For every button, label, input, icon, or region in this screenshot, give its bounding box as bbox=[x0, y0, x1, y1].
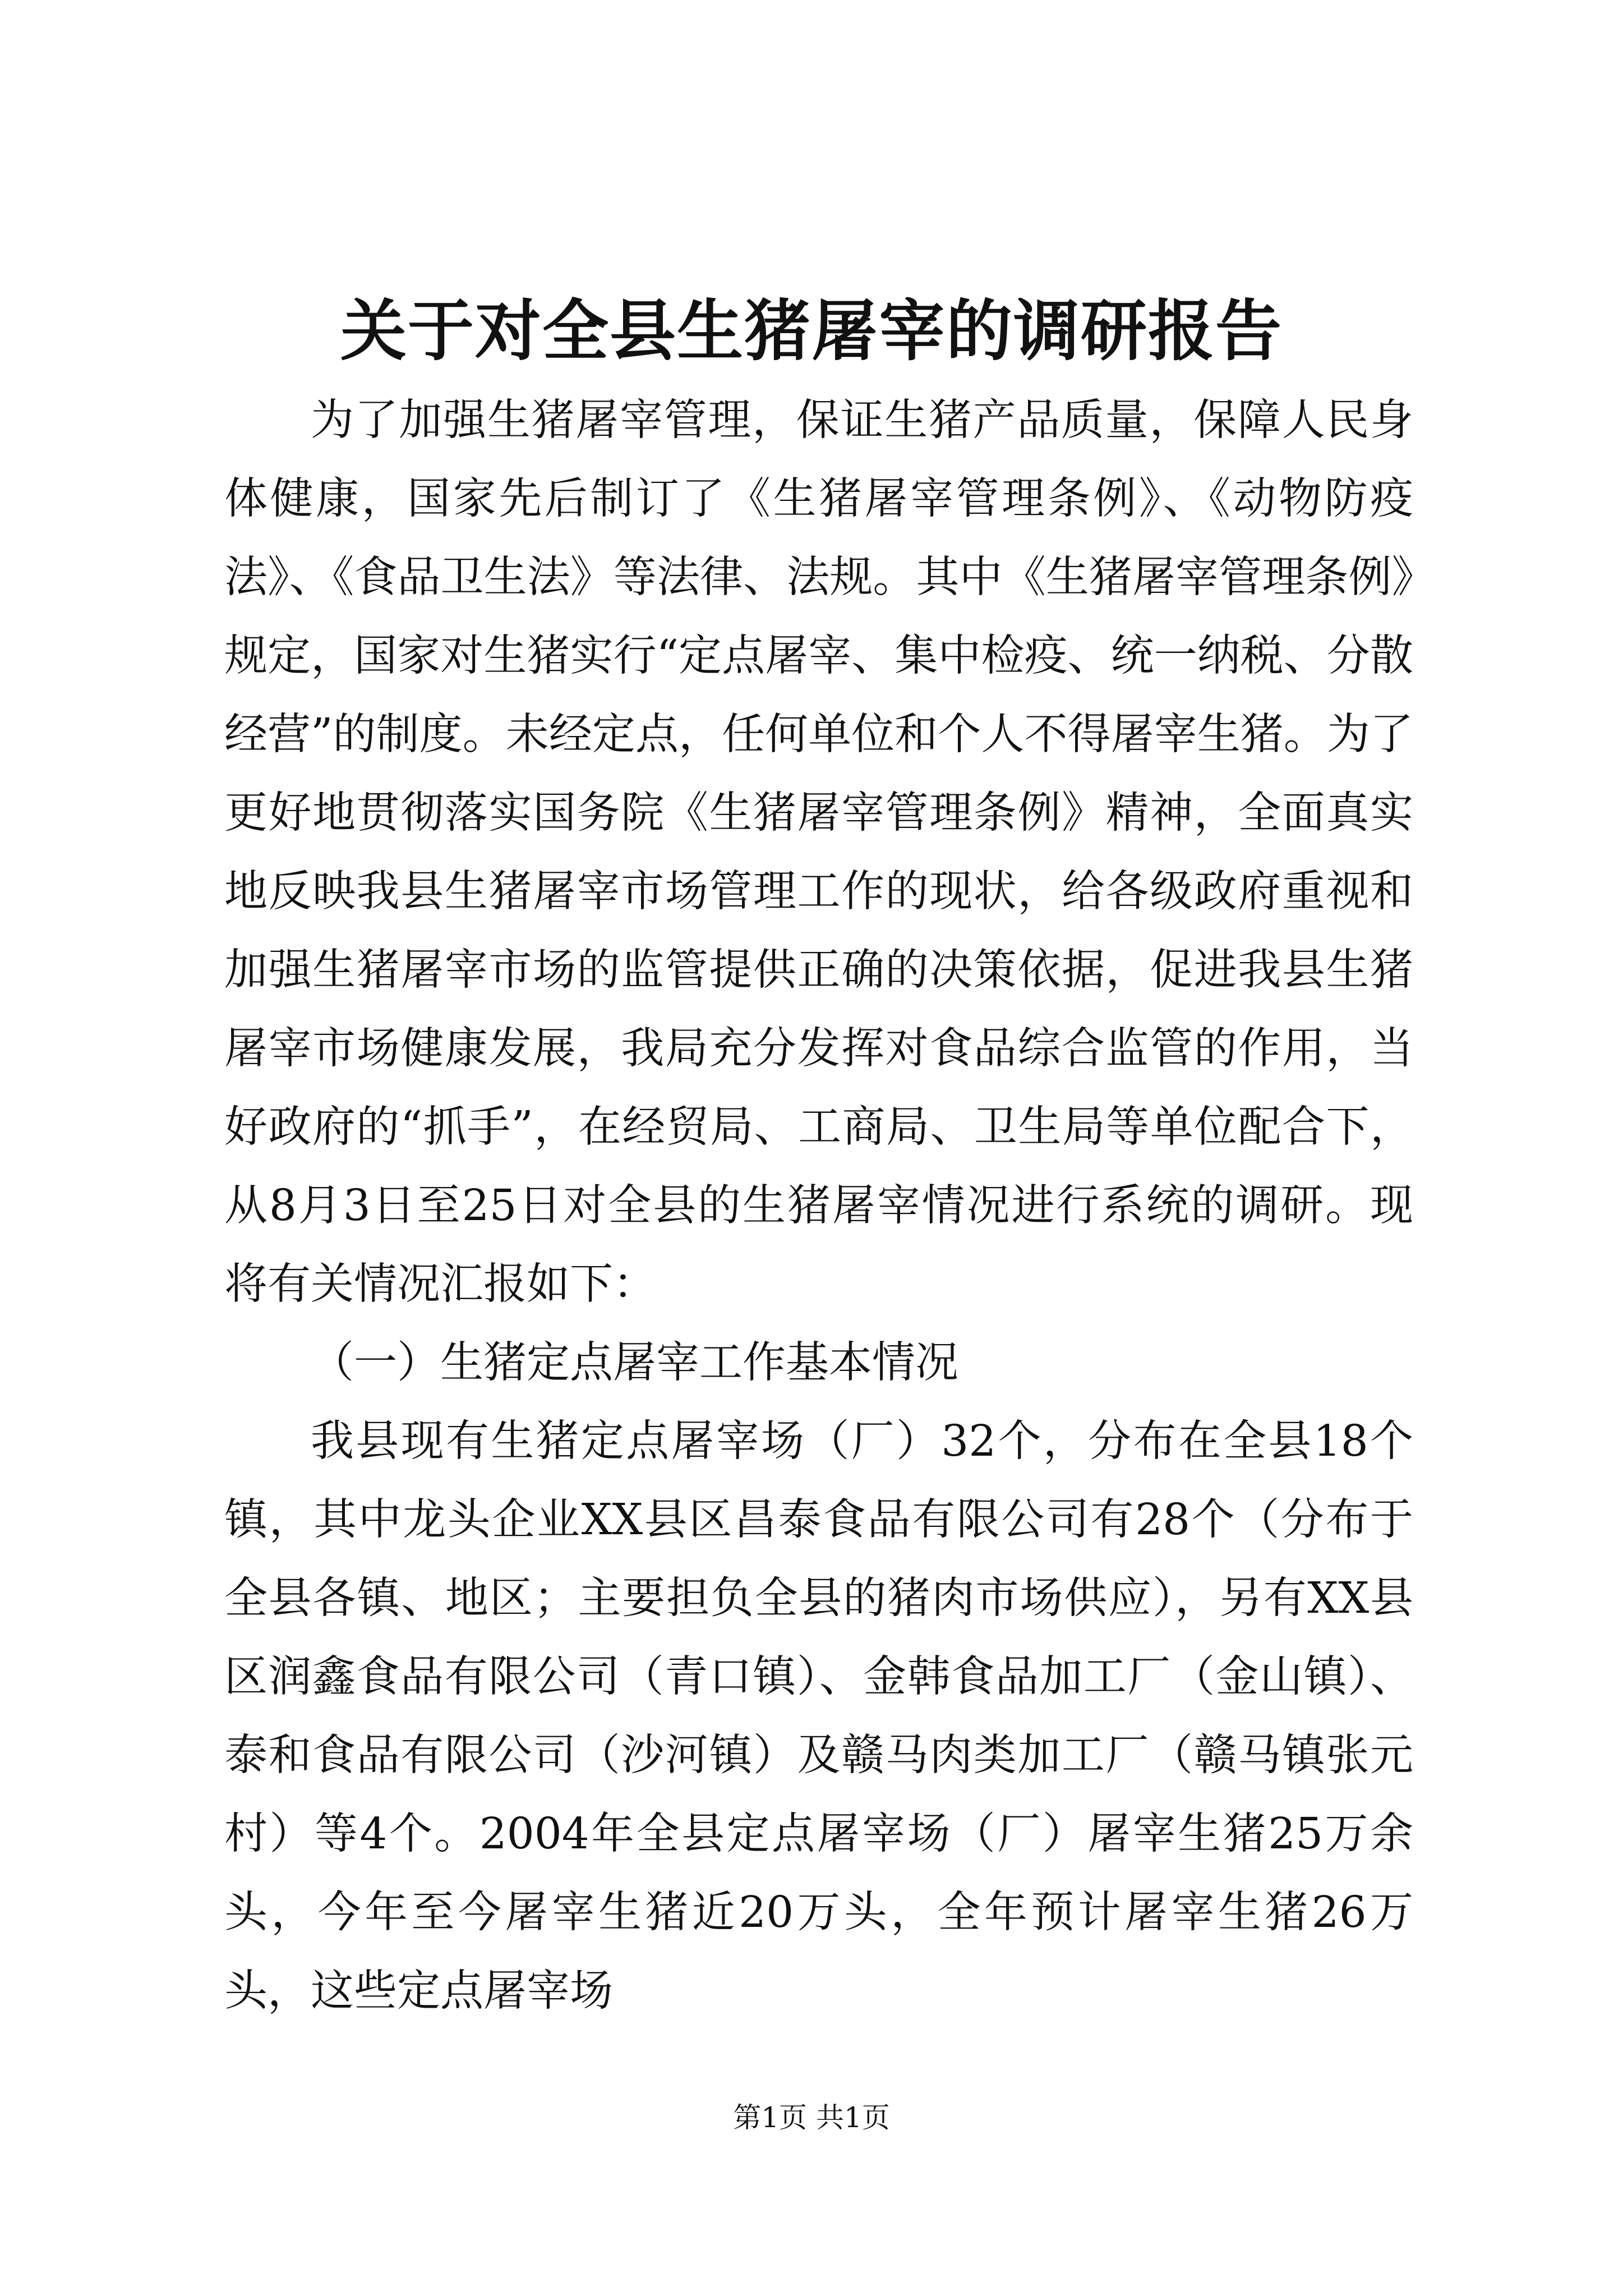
section-heading: （一）生猪定点屠宰工作基本情况 bbox=[311, 1338, 958, 1388]
document-title: 关于对全县生猪屠宰的调研报告 bbox=[340, 292, 1283, 370]
page-footer: 第1页 共1页 bbox=[733, 2101, 890, 2134]
section-paragraph: 我县现有生猪定点屠宰场（厂）32个，分布在全县18个镇，其中龙头企业XX县区昌泰食品有限公司有28个（分布于全县各镇、地区；主要担负全县的猪肉市场供应），另有XX县区润鑫食品有限公司（青口镇）、金韩食品加工厂（金山镇）、泰和食品有限公司（沙河镇）及赣马肉类加工厂（赣马镇张元村）等4个。2004年全县定点屠宰场（厂）屠宰生猪25万余头，今年至今屠宰生猪近20万头，全年预计屠宰生猪26万头，这些定点屠宰场 bbox=[224, 1416, 1413, 2016]
document-body bbox=[224, 381, 1413, 2031]
intro-paragraph: 为了加强生猪屠宰管理，保证生猪产品质量，保障人民身体健康，国家先后制订了《生猪屠宰管理条例》、《动物防疫法》、《食品卫生法》等法律、法规。其中《生猪屠宰管理条例》规定，国家对生猪实行“定点屠宰、集中检疫、统一纳税、分散经营”的制度。未经定点，任何单位和个人不得屠宰生猪。为了更好地贯彻落实国务院《生猪屠宰管理条例》精神，全面真实地反映我县生猪屠宰市场管理工作的现状，给各级政府重视和加强生猪屠宰市场的监管提供正确的决策依据，促进我县生猪屠宰市场健康发展，我局充分发挥对食品综合监管的作用，当好政府的“抓手”，在经贸局、工商局、卫生局等单位配合下，从8月3日至25日对全县的生猪屠宰情况进行系统的调研。现将有关情况汇报如下： bbox=[224, 395, 1413, 1309]
